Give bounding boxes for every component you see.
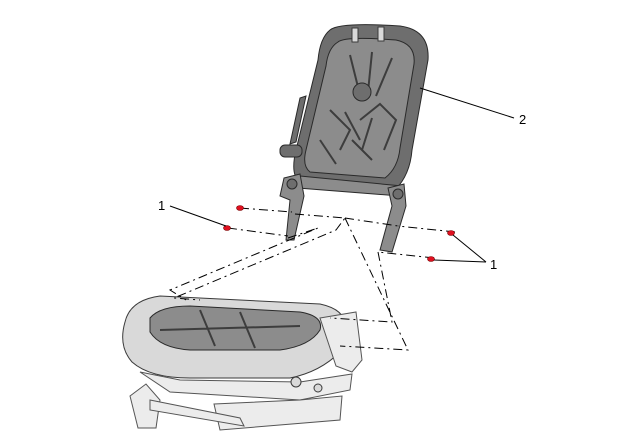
bolt-lower-left	[224, 226, 231, 231]
callout-label-seatback-frame: 2	[519, 112, 527, 127]
bolt-upper-left	[237, 206, 244, 211]
callout-label-bolt-left: 1	[158, 198, 166, 213]
seatback-frame	[280, 25, 428, 252]
bolt-lower-right	[428, 257, 435, 262]
seat-cushion-assembly	[123, 296, 362, 430]
callout-label-bolt-right: 1	[490, 257, 498, 272]
